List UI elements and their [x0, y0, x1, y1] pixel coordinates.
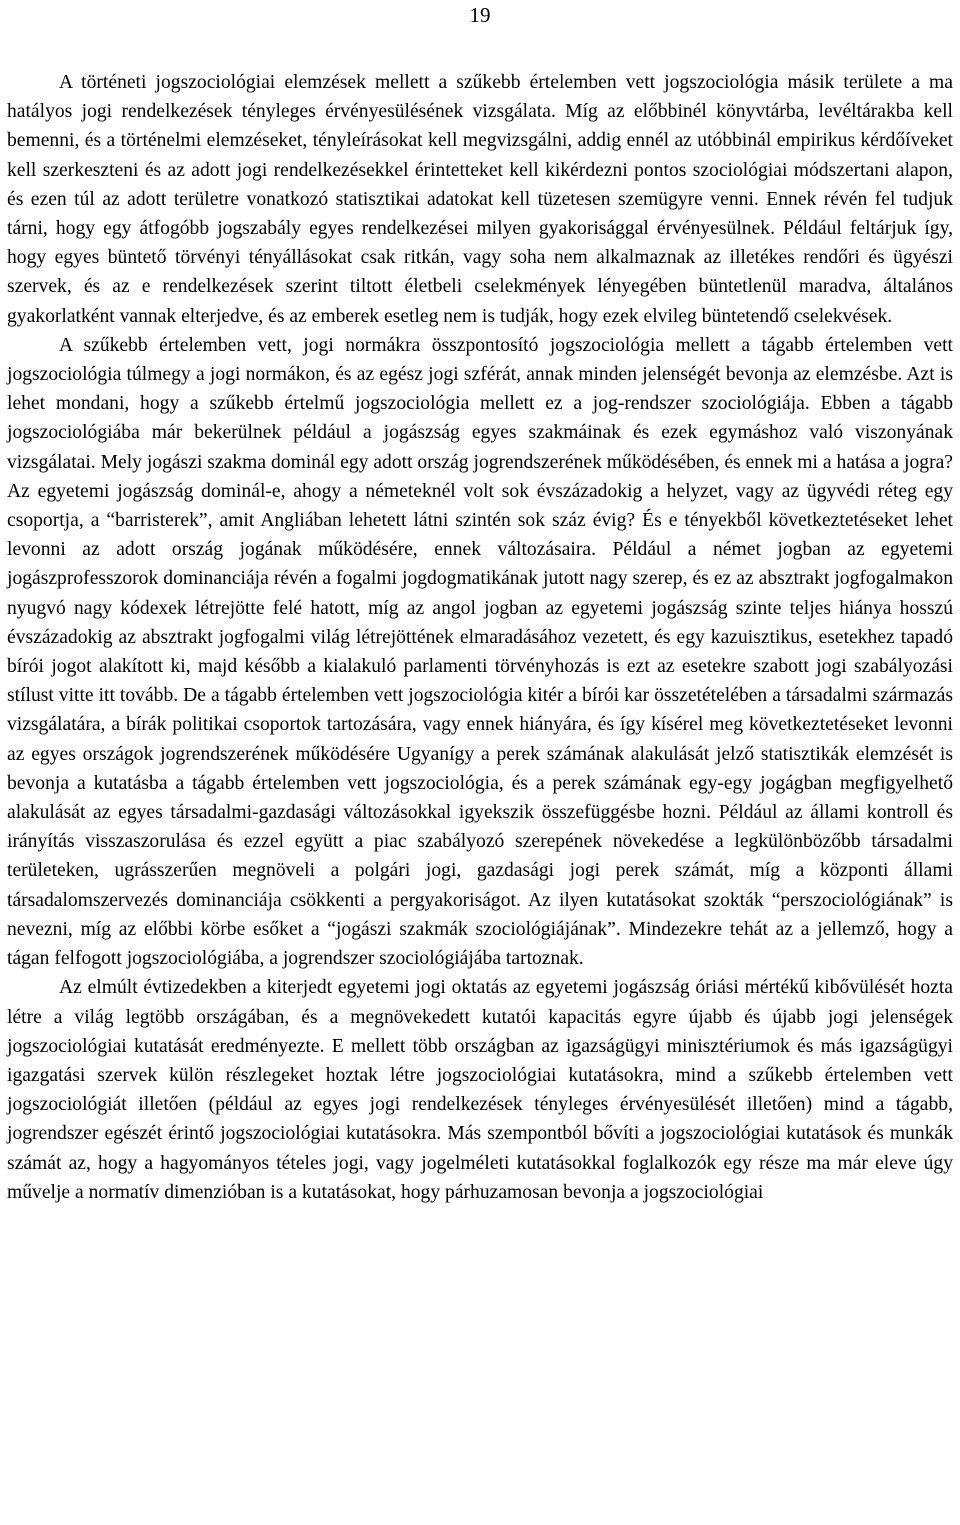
body-text: [7, 68, 953, 1207]
paragraph: A szűkebb értelemben vett, jogi normákra összpontosító jogszociológia mellett a tágabb értelemben vett jogszociológia túlmegy a jogi normákon, és az egész jogi szférát, annak minden jelenségét bevonja az elemzésbe. Azt is lehet mondani, hogy a szűkebb értelmű jogszociológia mellett ez a jog-rendszer szociológiája. Ebben a tágabb jogszociológiába már bekerülnek például a jogászság egyes szakmáinak és ezek egymáshoz való viszonyának vizsgálatai. Mely jogászi szakma dominál egy adott ország jogrendszerének működésében, és ennek mi a hatása a jogra? Az egyetemi jogászság dominál-e, ahogy a németeknél volt sok évszázadokig a helyzet, vagy az ügyvédi réteg egy csoportja, a “barristerek”, amit Angliában lehetett látni szintén sok száz évig? És e tényekből következtetéseket lehet levonni az adott ország jogának működésére, ennek változásaira. Például a német jogban az egyetemi jogászprofesszorok dominanciája révén a fogalmi jogdogmatikának jutott nagy szerep, és ez az absztrakt jogfogalmakon nyugvó nagy kódexek létrejötte felé hatott, míg az angol jogban az egyetemi jogászság szinte teljes hiánya hosszú évszázadokig az absztrakt jogfogalmi világ létrejöttének elmaradásához vezetett, és egy kazuisztikus, esetekhez tapadó bírói jogot alakított ki, majd később a kialakuló parlamenti törvényhozás is ezt az esetekre szabott jogi szabályozási stílust vitte itt tovább. De a tágabb értelemben vett jogszociológia kitér a bírói kar összetételében a társadalmi származás vizsgálatára, a bírák politikai csoportok tartozására, vagy ennek hiányára, és így kísérel meg következtetéseket levonni az egyes országok jogrendszerének működésére Ugyanígy a perek számának alakulását jelző statisztikák elemzését is bevonja a kutatásba a tágabb értelemben vett jogszociológia, és a perek számának egy-egy jogágban megfigyelhető alakulását az egyes társadalmi-gazdasági változásokkal igyekszik összefüggésbe hozni. Például az állami kontroll és irányítás visszaszorulása és ezzel együtt a piac szabályozó szerepének növekedése a legkülönbözőbb társadalmi területeken, ugrásszerűen megnöveli a polgári jogi, gazdasági jogi perek számát, míg a központi állami társadalomszervezés dominanciája csökkenti a pergyakoriságot. Az ilyen kutatásokat szokták “perszociológiának” is nevezni, míg az előbbi körbe esőket a “jogászi szakmák szociológiájának”. Mindezekre tehát az a jellemző, hogy a tágan felfogott jogszociológiába, a jogrendszer szociológiájába tartoznak.: [7, 334, 953, 970]
page-number: 19: [469, 3, 491, 27]
paragraph: A történeti jogszociológiai elemzések mellett a szűkebb értelemben vett jogszociológia másik területe a ma hatályos jogi rendelkezések tényleges érvényesülésének vizsgálata. Míg az előbbinél könyvtárba, levéltárakba kell bemenni, és a történelmi elemzéseket, tényleírásokat kell megvizsgálni, addig ennél az utóbbinál empirikus kérdőíveket kell szerkeszteni és az adott jogi rendelkezésekkel érintetteket kell kikérdezni pontos szociológiai módszertani alapon, és ezen túl az adott területre vonatkozó statisztikai adatokat kell tüzetesen szemügyre venni. Ennek révén fel tudjuk tárni, hogy egy átfogóbb jogszabály egyes rendelkezései milyen gyakorisággal érvényesülnek. Például feltárjuk így, hogy egyes büntető törvényi tényállásokat csak ritkán, vagy soha nem alkalmaznak az illetékes rendőri és ügyészi szervek, és az e rendelkezések szerint tiltott életbeli cselekmények lényegében büntetlenül maradva, általános gyakorlatként vannak elterjedve, és az emberek esetleg nem is tudják, hogy ezek elvileg büntetendő cselekvések.: [7, 72, 953, 327]
paragraph: Az elmúlt évtizedekben a kiterjedt egyetemi jogi oktatás az egyetemi jogászság óriási mértékű kibővülését hozta létre a világ legtöbb országában, és a megnövekedett kutatói kapacitás egyre újabb és újabb jogi jelenségek jogszociológiai kutatását eredményezte. E mellett több országban az igazságügyi minisztériumok és más igazságügyi igazgatási szervek külön részlegeket hoztak létre jogszociológiai kutatásokra, mind a szűkebb értelemben vett jogszociológiát illetően (például az egyes jogi rendelkezések tényleges érvényesülését illetően) mind a tágabb, jogrendszer egészét érintő jogszociológiai kutatásokra. Más szempontból bővíti a jogszociológiai kutatások és munkák számát az, hogy a hagyományos tételes jogi, vagy jogelméleti kutatásokkal foglalkozók egy része ma már eleve úgy művelje a normatív dimenzióban is a kutatásokat, hogy párhuzamosan bevonja a jogszociológiai: [7, 977, 953, 1203]
